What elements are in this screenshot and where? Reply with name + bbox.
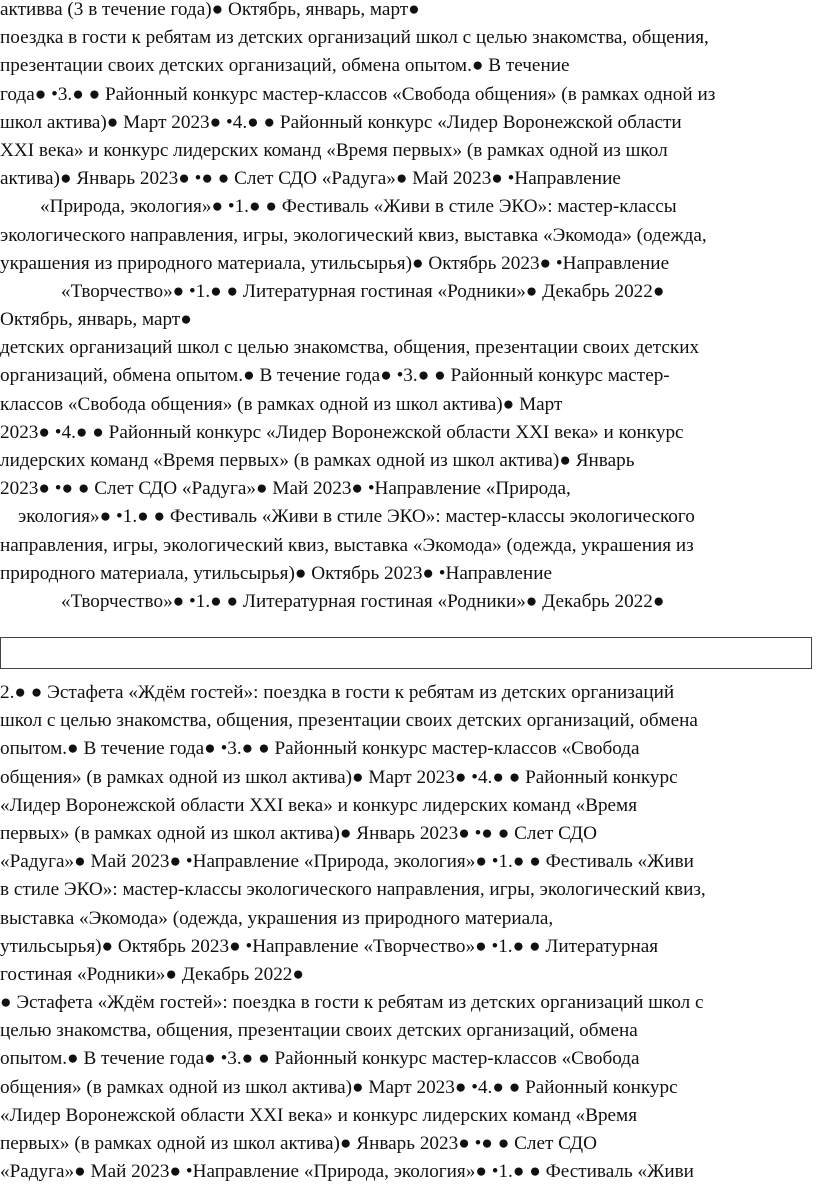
text-line: общения» (в рамках одной из школ актива)● Март 2023● •4.● ● Районный конкурс: [0, 766, 678, 788]
text-line: года● •3.● ● Районный конкурс мастер-классов «Свобода общения» (в рамках одной из: [0, 83, 716, 105]
text-line: направления, игры, экологический квиз, выставка «Экомода» (одежда, украшения из: [0, 534, 694, 556]
text-line: классов «Свобода общения» (в рамках одной из школ актива)● Март: [0, 393, 563, 415]
text-line: выставка «Экомода» (одежда, украшения из природного материала,: [0, 907, 554, 929]
text-line: природного материала, утильсырья)● Октябрь 2023● •Направление: [0, 562, 552, 584]
text-line: ● Эстафета «Ждём гостей»: поездка в гости к ребятам из детских организаций школ с: [0, 992, 704, 1014]
text-line: лидерских команд «Время первых» (в рамках одной из школ актива)● Январь: [0, 450, 635, 471]
text-line: «Лидер Воронежской области XXI века» и конкурс лидерских команд «Время: [0, 794, 638, 816]
text-line: поездка в гости к ребятам из детских организаций школ с целью знакомства, общения,: [0, 27, 709, 49]
text-line: украшения из природного материала, утильсырья)● Октябрь 2023● •Направление: [0, 252, 670, 274]
text-line: школ с целью знакомства, общения, презентации своих детских организаций, обмена: [0, 710, 698, 732]
text-line: «Радуга»● Май 2023● •Направление «Природа, экология»● •1.● ● Фестиваль «Живи: [0, 851, 694, 873]
text-line: «Природа, экология»● •1.● ● Фестиваль «Живи в стиле ЭКО»: мастер-классы: [40, 196, 677, 218]
text-line: школ актива)● Март 2023● •4.● ● Районный конкурс «Лидер Воронежской области: [0, 111, 682, 133]
text-line: утильсырья)● Октябрь 2023● •Направление «Творчество»● •1.● ● Литературная: [0, 935, 659, 957]
text-line: 2023● •● ● Слет СДО «Радуга»● Май 2023● •Направление «Природа,: [0, 478, 571, 500]
text-line: детских организаций школ с целью знакомства, общения, презентации своих детских: [0, 337, 700, 359]
text-line: актива)● Январь 2023● •● ● Слет СДО «Радуга»● Май 2023● •Направление: [0, 168, 621, 190]
text-line: Октябрь, январь, март●: [0, 309, 192, 331]
text-line: гостиная «Родники»● Декабрь 2022●: [0, 963, 304, 985]
text-line: активва (3 в течение года)● Октябрь, январь, март●: [0, 0, 420, 20]
text-block-bottom: [0, 679, 812, 1186]
empty-table-cell: [0, 637, 812, 669]
text-line: презентации своих детских организаций, обмена опытом.● В течение: [0, 55, 570, 77]
text-line: экология»● •1.● ● Фестиваль «Живи в стиле ЭКО»: мастер-классы экологического: [18, 506, 695, 528]
text-line: XXI века» и конкурс лидерских команд «Время первых» (в рамках одной из школ: [0, 139, 668, 161]
text-line: «Творчество»● •1.● ● Литературная гостиная «Родники»● Декабрь 2022●: [61, 280, 665, 302]
text-line: экологического направления, игры, экологический квиз, выставка «Экомода» (одежда,: [0, 224, 707, 246]
text-line: «Лидер Воронежской области XXI века» и конкурс лидерских команд «Время: [0, 1104, 638, 1126]
text-line: общения» (в рамках одной из школ актива)● Март 2023● •4.● ● Районный конкурс: [0, 1076, 678, 1098]
text-line: первых» (в рамках одной из школ актива)● Январь 2023● •● ● Слет СДО: [0, 1133, 597, 1154]
text-line: первых» (в рамках одной из школ актива)● Январь 2023● •● ● Слет СДО: [0, 822, 597, 844]
text-line: опытом.● В течение года● •3.● ● Районный конкурс мастер-классов «Свобода: [0, 1048, 640, 1070]
text-line: организаций, обмена опытом.● В течение года● •3.● ● Районный конкурс мастер-: [0, 365, 670, 387]
text-line: «Радуга»● Май 2023● •Направление «Природа, экология»● •1.● ● Фестиваль «Живи: [0, 1161, 694, 1183]
text-line: 2023● •4.● ● Районный конкурс «Лидер Воронежской области XXI века» и конкурс: [0, 421, 684, 443]
text-line: опытом.● В течение года● •3.● ● Районный конкурс мастер-классов «Свобода: [0, 738, 640, 760]
text-line: 2.● ● Эстафета «Ждём гостей»: поездка в гости к ребятам из детских организаций: [0, 682, 675, 703]
text-line: в стиле ЭКО»: мастер-классы экологического направления, игры, экологический квиз,: [0, 879, 706, 901]
text-line: «Творчество»● •1.● ● Литературная гостиная «Родники»● Декабрь 2022●: [61, 590, 665, 612]
text-line: целью знакомства, общения, презентации своих детских организаций, обмена: [0, 1020, 638, 1042]
